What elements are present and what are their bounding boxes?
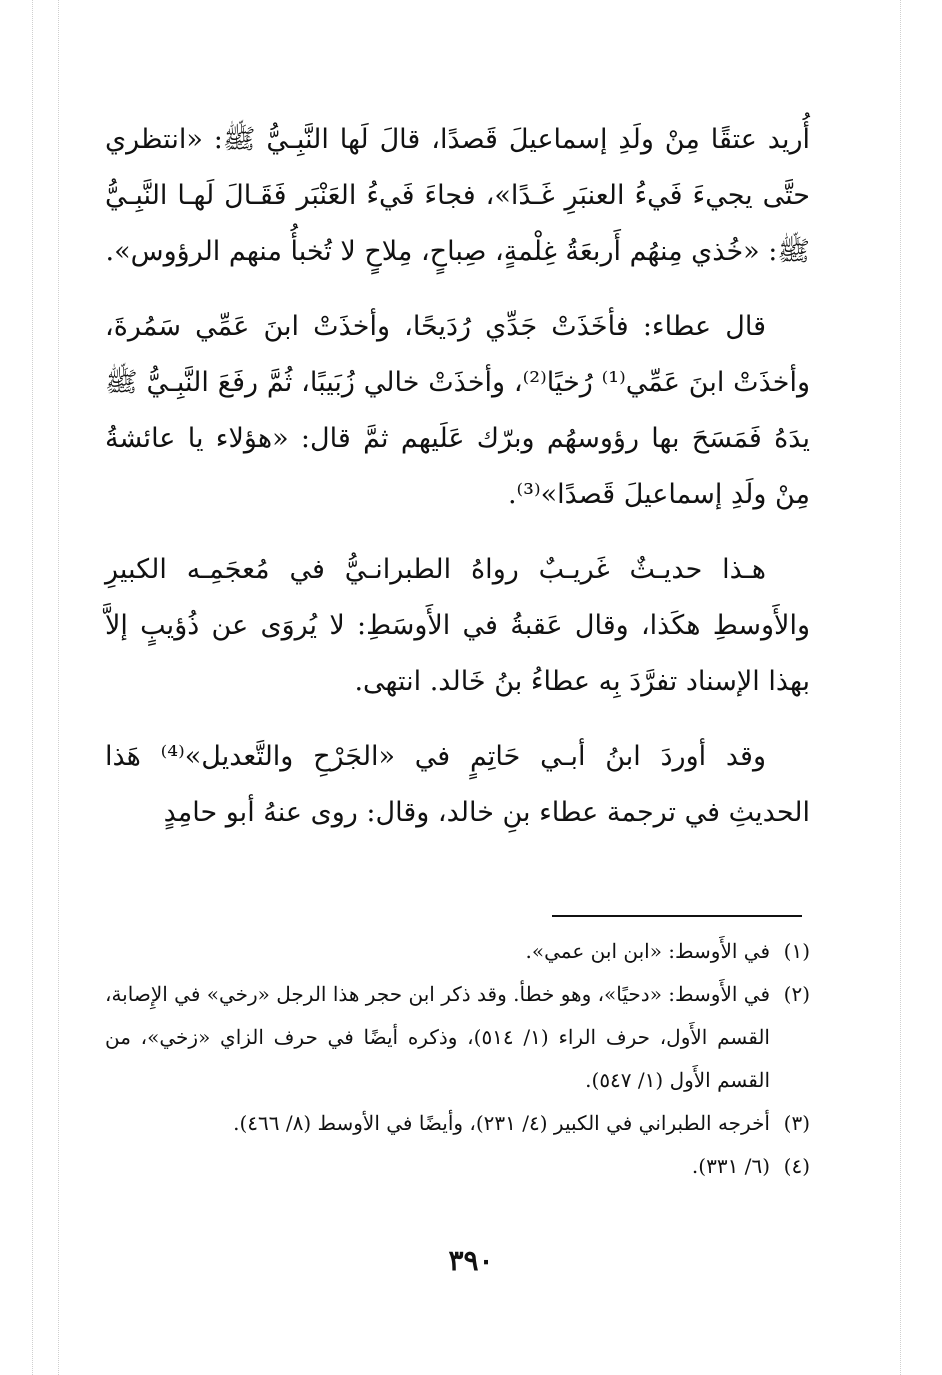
footnote-3 [105, 1102, 810, 1145]
paragraph-ata-statement: قال عطاء: فأخَذَتْ جَدِّي رُدَيحًا، وأخذَتْ ابنَ عَمِّي سَمُرةَ، وأخذَتْ ابنَ عَمِّي⁽¹⁾ رُخيًا⁽²⁾، وأخذَتْ خالي زُبَيبًا، ثُمَّ رفَعَ النَّبِـيُّ ﷺ يدَهُ فَمَسَحَ بها رؤوسهُم وبرّك عَلَيهم ثمَّ قال: «هؤلاء يا عائشةُ مِنْ ولَدِ إسماعيلَ قَصدًا»⁽³⁾. [105, 311, 810, 510]
footnote-2 [105, 973, 810, 1102]
paragraph-ibn-abi-hatim: وقد أوردَ ابنُ أبـي حَاتِمٍ في «الجَرْحِ والتَّعديل»⁽⁴⁾ هَذا الحديثِ في ترجمة عطاء بنِ خالد، وقال: روى عنهُ أبو حامِدٍ [105, 741, 810, 828]
paragraph-hadith-narration: أُريد عتقًا مِنْ ولَدِ إسماعيلَ قَصدًا، قالَ لَها النَّبِـيُّ ﷺ: «انتظري حتَّى يجيءَ فَيءُ العنبَرِ غَـدًا»، فجاءَ فَيءُ العَنْبَر فَقَـالَ لَهـا النَّبِـيُّ ﷺ: «خُذي مِنهُم أَربعَةُ غِلْمةٍ، صِباحٍ، مِلاحٍ لا تُخبأُ منهم الرؤوس». [105, 124, 810, 267]
binding-line [32, 0, 33, 1375]
footnote-number: (٣) [783, 1111, 810, 1135]
footnote-number: (١) [783, 939, 810, 963]
binding-line [900, 0, 901, 1375]
footnotes [105, 930, 810, 1188]
main-text [105, 112, 810, 860]
footnote-text: أخرجه الطبراني في الكبير (٤/ ٢٣١)، وأيضًا في الأوسط (٨/ ٤٦٦). [233, 1111, 770, 1135]
footnote-1 [105, 930, 810, 973]
footnote-number: (٢) [783, 982, 810, 1006]
paragraph-hadith-grading: هـذا حديـثٌ غَريـبٌ رواهُ الطبرانـيُّ في مُعجَمِـه الكبيرِ والأَوسطِ هكَذا، وقال عَقبةُ في الأَوسَطِ: لا يُروَى عن ذُؤيبٍ إلاَّ بهذا الإسناد تفرَّدَ بِه عطاءُ بنُ خَالد. انتهى. [105, 554, 810, 697]
footnote-4 [105, 1145, 810, 1188]
footnote-number: (٤) [783, 1154, 810, 1178]
footnote-text: في الأَوسط: «دحيًا»، وهو خطأ. وقد ذكر ابن حجر هذا الرجل «رخي» في الإِصابة، القسم الأَول، حرف الراء (١/ ٥١٤)، وذكره أيضًا في حرف الزاي «زخي»، من القسم الأَول (١/ ٥٤٧). [105, 982, 770, 1092]
footnote-text: في الأَوسط: «ابن ابن عمي». [525, 939, 770, 963]
footnote-separator [552, 915, 802, 917]
binding-line [58, 0, 59, 1375]
footnote-text: (٦/ ٣٣١). [691, 1154, 770, 1178]
page-number: ٣٩٠ [448, 1244, 494, 1277]
